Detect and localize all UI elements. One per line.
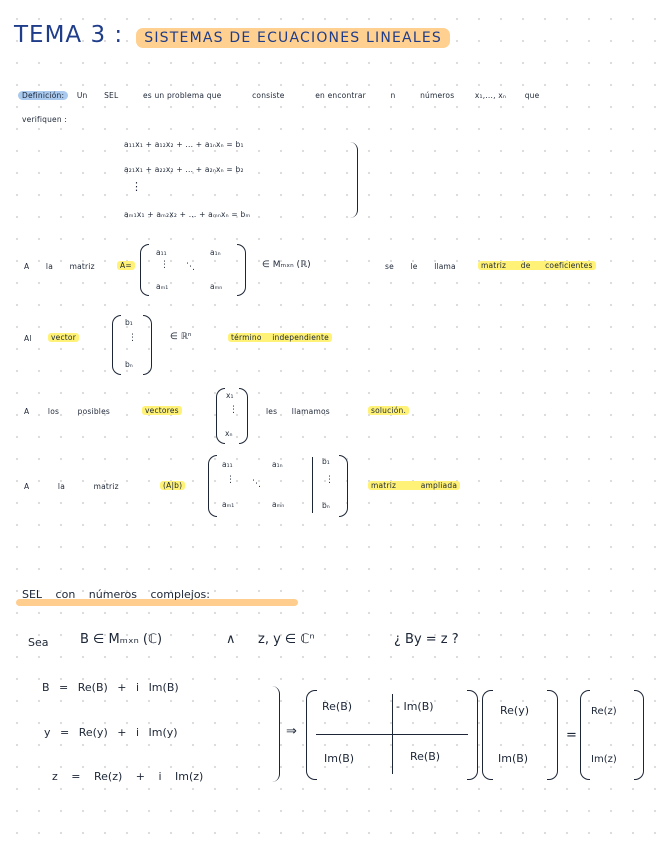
equals-sign: =	[566, 728, 577, 743]
def-word: es un problema que	[142, 91, 222, 100]
title-highlight: SISTEMAS DE ECUACIONES LINEALES	[136, 28, 450, 48]
decomp-b: B = Re(B) + i Im(B)	[42, 681, 179, 694]
entry-b1: b₁	[125, 318, 133, 327]
vdots: ⋮	[160, 260, 169, 270]
left-paren	[216, 388, 225, 444]
augmented-matrix	[208, 455, 348, 517]
system-brace	[350, 142, 358, 218]
coef-matrix-name: A=	[117, 261, 135, 270]
and-symbol: ∧	[226, 632, 236, 647]
vector-z	[580, 690, 644, 780]
left-paren	[580, 690, 590, 780]
question: ¿ By = z ?	[394, 632, 459, 647]
coef-label: matriz de coeficientes	[478, 261, 596, 270]
title-prefix: TEMA 3 :	[14, 22, 124, 48]
solution-label: solución.	[368, 406, 409, 415]
indep-vector-word: vector	[48, 333, 79, 342]
augmented-name: (A|b)	[160, 481, 185, 490]
entry-x1: x₁	[226, 391, 234, 400]
def-word: en encontrar	[315, 91, 366, 100]
coef-middle: se le llama	[385, 262, 456, 271]
entry-am1: aₘ₁	[156, 282, 169, 291]
decomp-z: z = Re(z) + i Im(z)	[52, 770, 204, 783]
def-word: Un	[76, 91, 88, 100]
vdots: ⋮	[325, 475, 334, 485]
augment-separator	[312, 457, 313, 513]
indep-vector	[112, 315, 152, 375]
definition-line-1	[18, 91, 638, 100]
block-re-b-2: Re(B)	[410, 750, 441, 763]
def-word: SEL	[104, 91, 119, 100]
indep-label: término independiente	[228, 333, 332, 342]
decomp-brace	[272, 686, 280, 782]
vector-z-bottom: Im(z)	[591, 754, 617, 765]
ddots: ⋱	[252, 479, 261, 489]
right-paren	[237, 244, 246, 296]
augmented-prefix: A la matriz	[24, 482, 119, 491]
def-word: números	[420, 91, 455, 100]
system-eq-1: a₁₁x₁ + a₁₂x₂ + ... + a₁ₙxₙ = b₁	[124, 140, 244, 149]
left-paren	[140, 244, 149, 296]
coef-matrix	[140, 244, 246, 296]
left-paren	[208, 455, 217, 517]
left-paren	[482, 690, 493, 780]
coef-membership: ∈ Mₘₓₙ (ℝ)	[262, 260, 311, 270]
vector-z-top: Re(z)	[591, 706, 617, 717]
block-vline	[392, 694, 393, 774]
entry-a11: a₁₁	[222, 460, 233, 469]
system-eq-2: a₂₁x₁ + a₂₂x₂ + ... + a₂ₙxₙ = b₂	[124, 165, 244, 174]
complex-heading: SEL con números complejos:	[22, 588, 210, 601]
definition-tag: Definición:	[18, 91, 68, 100]
coef-prefix: A la matriz	[24, 262, 95, 271]
entry-bn: bₙ	[322, 501, 330, 510]
right-paren	[239, 388, 248, 444]
block-matrix	[306, 690, 478, 780]
entry-xn: xₙ	[225, 429, 233, 438]
entry-am1: aₘ₁	[222, 500, 235, 509]
block-re-b: Re(B)	[322, 700, 353, 713]
entry-amn: aₘₙ	[210, 282, 223, 291]
zy-membership: z, y ∈ ℂⁿ	[258, 632, 315, 647]
right-paren	[339, 455, 348, 517]
left-paren	[112, 315, 121, 375]
vdots: ⋮	[229, 405, 238, 415]
entry-bn: bₙ	[125, 360, 133, 369]
indep-prefix: Al	[24, 334, 32, 343]
vector-y	[482, 690, 558, 780]
system-eq-m: aₘ₁x₁ + aₘ₂x₂ + ... + aₘₙxₙ = bₘ	[124, 210, 251, 219]
vdots: ⋮	[226, 475, 235, 485]
right-paren	[143, 315, 152, 375]
sea-word: Sea	[28, 636, 49, 649]
def-word: n	[390, 91, 396, 100]
entry-a1n: a₁ₙ	[272, 460, 283, 469]
solution-middle: les llamamos	[266, 407, 330, 416]
right-paren	[467, 690, 478, 780]
entry-a11: a₁₁	[156, 248, 167, 257]
solution-vector	[216, 388, 248, 444]
b-membership: B ∈ Mₘₓₙ (ℂ)	[80, 632, 163, 647]
entry-b1: b₁	[322, 457, 330, 466]
def-word: consiste	[252, 91, 285, 100]
indep-membership: ∈ ℝⁿ	[170, 332, 192, 342]
vector-y-top: Re(y)	[500, 704, 530, 717]
def-word: que	[524, 91, 540, 100]
solution-vector-word: vectores	[142, 406, 182, 415]
solution-prefix: A los posibles	[24, 407, 110, 416]
entry-a1n: a₁ₙ	[210, 248, 221, 257]
right-paren	[634, 690, 644, 780]
system-dots: ⋮	[131, 180, 142, 193]
vector-y-bottom: Im(B)	[498, 752, 529, 765]
block-neg-im-b: - Im(B)	[396, 700, 434, 713]
def-word: x₁,..., xₙ	[474, 91, 507, 100]
page-title	[14, 22, 450, 48]
vdots: ⋮	[128, 333, 137, 343]
right-paren	[547, 690, 558, 780]
augmented-label: matriz ampliada	[368, 481, 460, 490]
implies-arrow: ⇒	[286, 724, 297, 739]
entry-amn: aₘₙ	[272, 500, 285, 509]
decomp-y: y = Re(y) + i Im(y)	[44, 726, 178, 739]
block-im-b: Im(B)	[324, 752, 355, 765]
definition-line-2: verifiquen :	[22, 115, 68, 124]
ddots: ⋱	[186, 262, 195, 272]
